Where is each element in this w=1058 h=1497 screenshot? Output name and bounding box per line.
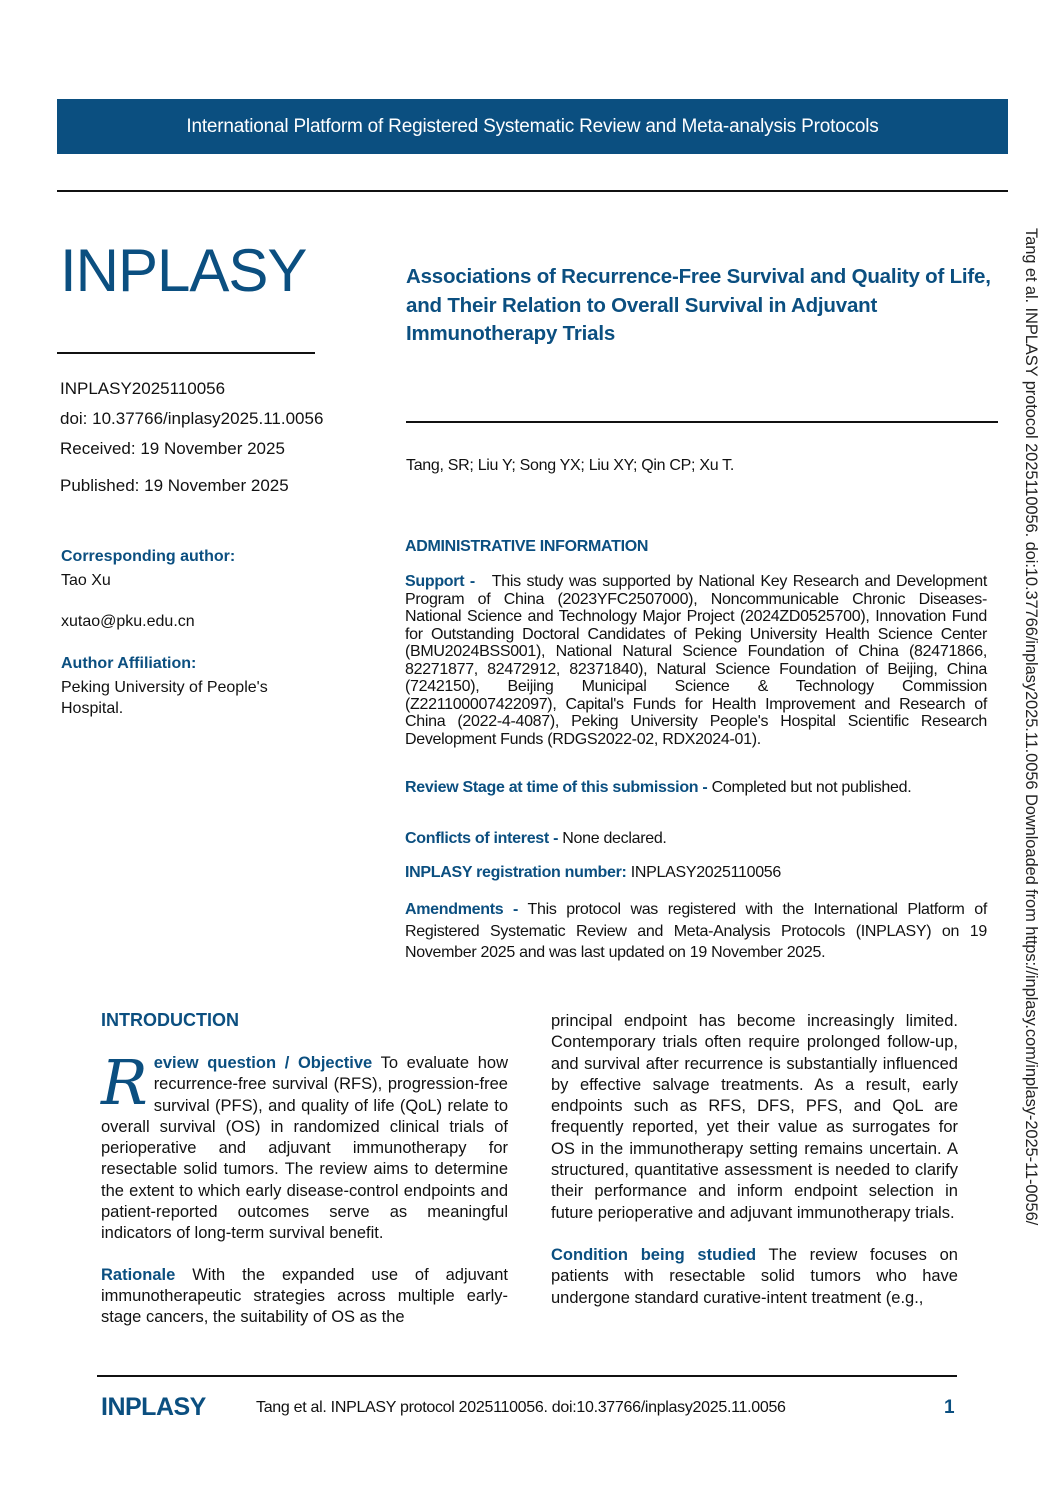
corresponding-author-label: Corresponding author: [61, 548, 236, 565]
registration-paragraph [405, 864, 987, 882]
condition-label: Condition being studied [551, 1245, 757, 1264]
amendments-text: This protocol was registered with the International Platform of Registered Systematic Review and Meta-Analysis Protocols (INPLASY) on 19 November 2025 and was last updated on 19 November 2025. [405, 901, 987, 961]
amendments-paragraph [405, 899, 987, 964]
article-title: Associations of Recurrence-Free Survival and Quality of Life, and Their Relation to Overall Survival in Adjuvant Immunotherapy Trials [406, 265, 991, 345]
review-stage-paragraph [405, 779, 987, 797]
received-date: Received: 19 November 2025 [60, 439, 285, 458]
support-paragraph [405, 573, 987, 748]
support-text: This study was supported by National Key Research and Development Program of China (2023YFC2507000), Noncommunicable Chronic Diseases-National Science and Technology Major Project (2024ZD0525700), Innovation Fund for Outstanding Doctoral Candidates of Peking University Health Science Center (BMU2024BSS001), National Natural Science Foundation of China (82471866, 82271877, 82472912, 82371840), Natural Science Foundation of Beijing, China (7242150), Beijing Municipal Science & Technology Commission (Z221100007422097), Capital's Funds for Health Improvement and Research of China (2022-4-4087), Peking University People's Hospital Scientific Research Development Funds (RDGS2022-02, RDX2024-01). [405, 573, 987, 748]
doi[interactable]: doi: 10.37766/inplasy2025.11.0056 [60, 409, 324, 428]
registration-text: INPLASY2025110056 [630, 864, 782, 881]
platform-banner [57, 99, 1008, 154]
review-stage-label: Review Stage at time of this submission - [405, 779, 708, 796]
protocol-id: INPLASY2025110056 [60, 379, 226, 398]
condition-text: The review focuses on patients with resectable solid tumors who have undergone standard curative-intent treatment (e.g., [551, 1245, 958, 1307]
intro-right-column [551, 1011, 958, 1309]
conflicts-paragraph [405, 830, 987, 848]
margin-download-note: Tang et al. INPLASY protocol 2025110056. doi:10.37766/inplasy2025.11.0056 Downloaded from https://inplasy.com/inplasy-2025-11-0056/ [1022, 228, 1040, 1226]
title-divider [406, 421, 998, 423]
rationale-continued: principal endpoint has become increasingly limited. Contemporary trials often require prolonged follow-up, and survival after recurrence is substantially influenced by effective salvage treatments. As a result, early endpoints such as RFS, DFS, PFS, and QoL are frequently reported, yet their value as surrogates for OS in the immunotherapy setting remains uncertain. A structured, quantitative assessment is needed to clarify their performance and inform endpoint selection in future perioperative and adjuvant immunotherapy trials. [551, 1012, 958, 1222]
amendments-label: Amendments - [405, 901, 519, 918]
admin-heading: ADMINISTRATIVE INFORMATION [405, 538, 649, 555]
footer-citation: Tang et al. INPLASY protocol 2025110056. doi:10.37766/inplasy2025.11.0056 [256, 1399, 786, 1416]
review-stage-text: Completed but not published. [711, 779, 912, 796]
objective-label: eview question / Objective [153, 1054, 373, 1072]
objective-text: To evaluate how recurrence-free survival (RFS), progression-free survival (PFS), and quality of life (QoL) relate to overall survival (OS) in randomized clinical trials of perioperative and adjuvant immunotherapy for resectable solid tumors. The review aims to determine the extent to which early disease-control endpoints and patient-reported outcomes serve as meaningful indicators of long-term survival benefit. [101, 1054, 508, 1243]
page-number: 1 [944, 1397, 955, 1418]
header-divider [57, 190, 1008, 192]
author-list: Tang, SR; Liu Y; Song YX; Liu XY; Qin CP; Xu T. [406, 457, 735, 474]
drop-cap: R [101, 1046, 148, 1119]
rationale-text: With the expanded use of adjuvant immunotherapeutic strategies across multiple early-stage cancers, the suitability of OS as the [101, 1265, 509, 1327]
affiliation-text: Peking University of People's Hospital. [61, 679, 268, 717]
registration-label: INPLASY registration number: [405, 864, 627, 881]
conflicts-label: Conflicts of interest - [405, 830, 559, 847]
inplasy-logo: INPLASY [60, 237, 307, 304]
rationale-label: Rationale [101, 1265, 176, 1284]
affiliation-label: Author Affiliation: [61, 655, 197, 672]
published-date: Published: 19 November 2025 [60, 476, 289, 495]
banner-text: International Platform of Registered Systematic Review and Meta-analysis Protocols [186, 115, 879, 137]
corresponding-author-name: Tao Xu [61, 572, 111, 589]
footer-divider [97, 1375, 957, 1377]
conflicts-text: None declared. [562, 830, 667, 847]
introduction-heading: INTRODUCTION [101, 1010, 239, 1030]
intro-left-column [101, 1046, 509, 1329]
footer-logo: INPLASY [101, 1393, 206, 1421]
author-email[interactable]: xutao@pku.edu.cn [61, 613, 195, 630]
logo-divider [57, 352, 315, 354]
support-label: Support - [405, 573, 475, 590]
